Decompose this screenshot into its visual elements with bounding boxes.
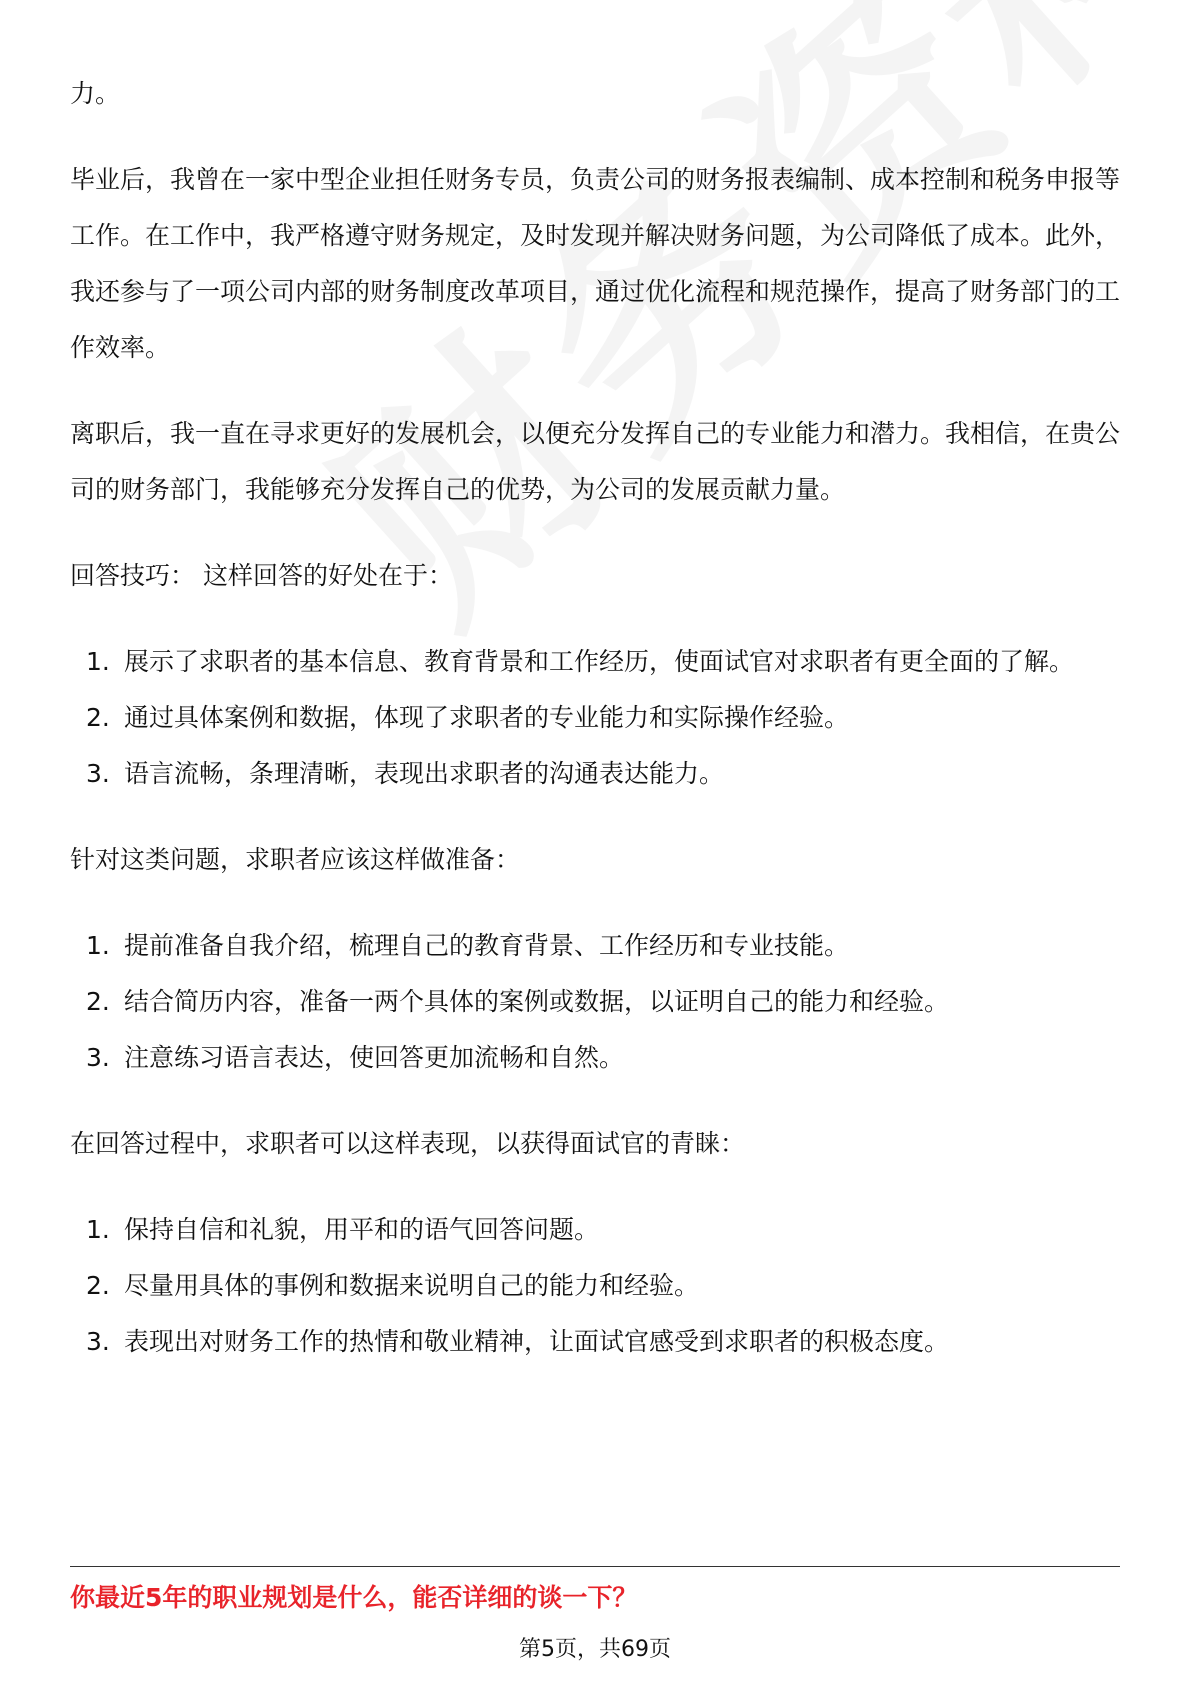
list-number: 1.	[86, 647, 110, 676]
paragraph-work-experience: 毕业后，我曾在一家中型企业担任财务专员，负责公司的财务报表编制、成本控制和税务申报等工作。在工作中，我严格遵守财务规定，及时发现并解决财务问题，为公司降低了成本。此外，我还参与了一项公司内部的财务制度改革项目，通过优化流程和规范操作，提高了财务部门的工作效率。	[70, 165, 1121, 362]
paragraph-job-seeking: 离职后，我一直在寻求更好的发展机会，以便充分发挥自己的专业能力和潜力。我相信，在贵公司的财务部门，我能够充分发挥自己的优势，为公司的发展贡献力量。	[70, 419, 1121, 504]
list-item	[70, 1202, 1130, 1258]
list-item	[70, 1314, 1130, 1370]
list-item	[70, 746, 1130, 802]
list-text: 表现出对财务工作的热情和敬业精神，让面试官感受到求职者的积极态度。	[124, 1327, 950, 1356]
list-item	[70, 634, 1130, 690]
list-number: 1.	[86, 931, 110, 960]
list-item	[70, 690, 1130, 746]
perform-heading: 在回答过程中，求职者可以这样表现，以获得面试官的青睐：	[70, 1129, 746, 1158]
perform-list	[70, 1202, 1130, 1370]
tips-list	[70, 634, 1130, 802]
next-question-heading: 你最近5年的职业规划是什么，能否详细的谈一下？	[70, 1583, 638, 1612]
list-text: 语言流畅，条理清晰，表现出求职者的沟通表达能力。	[124, 759, 725, 788]
tips-heading: 回答技巧： 这样回答的好处在于：	[70, 561, 453, 590]
list-text: 展示了求职者的基本信息、教育背景和工作经历，使面试官对求职者有更全面的了解。	[124, 647, 1075, 676]
list-number: 3.	[86, 1327, 110, 1356]
list-number: 3.	[86, 759, 110, 788]
list-text: 提前准备自我介绍，梳理自己的教育背景、工作经历和专业技能。	[124, 931, 850, 960]
page-content	[70, 66, 1130, 1370]
list-text: 保持自信和礼貌，用平和的语气回答问题。	[124, 1215, 600, 1244]
list-number: 1.	[86, 1215, 110, 1244]
prep-heading: 针对这类问题，求职者应该这样做准备：	[70, 845, 521, 874]
paragraph-continuation: 力。	[70, 79, 121, 108]
list-item	[70, 1258, 1130, 1314]
list-number: 2.	[86, 1271, 110, 1300]
list-number: 3.	[86, 1043, 110, 1072]
page-footer: 第5页，共69页	[519, 1637, 671, 1662]
list-number: 2.	[86, 987, 110, 1016]
list-text: 通过具体案例和数据，体现了求职者的专业能力和实际操作经验。	[124, 703, 850, 732]
prep-list	[70, 918, 1130, 1086]
list-number: 2.	[86, 703, 110, 732]
list-text: 结合简历内容，准备一两个具体的案例或数据，以证明自己的能力和经验。	[124, 987, 950, 1016]
list-text: 注意练习语言表达，使回答更加流畅和自然。	[124, 1043, 625, 1072]
list-item	[70, 1030, 1130, 1086]
list-text: 尽量用具体的事例和数据来说明自己的能力和经验。	[124, 1271, 700, 1300]
list-item	[70, 974, 1130, 1030]
section-divider	[70, 1566, 1120, 1567]
list-item	[70, 918, 1130, 974]
